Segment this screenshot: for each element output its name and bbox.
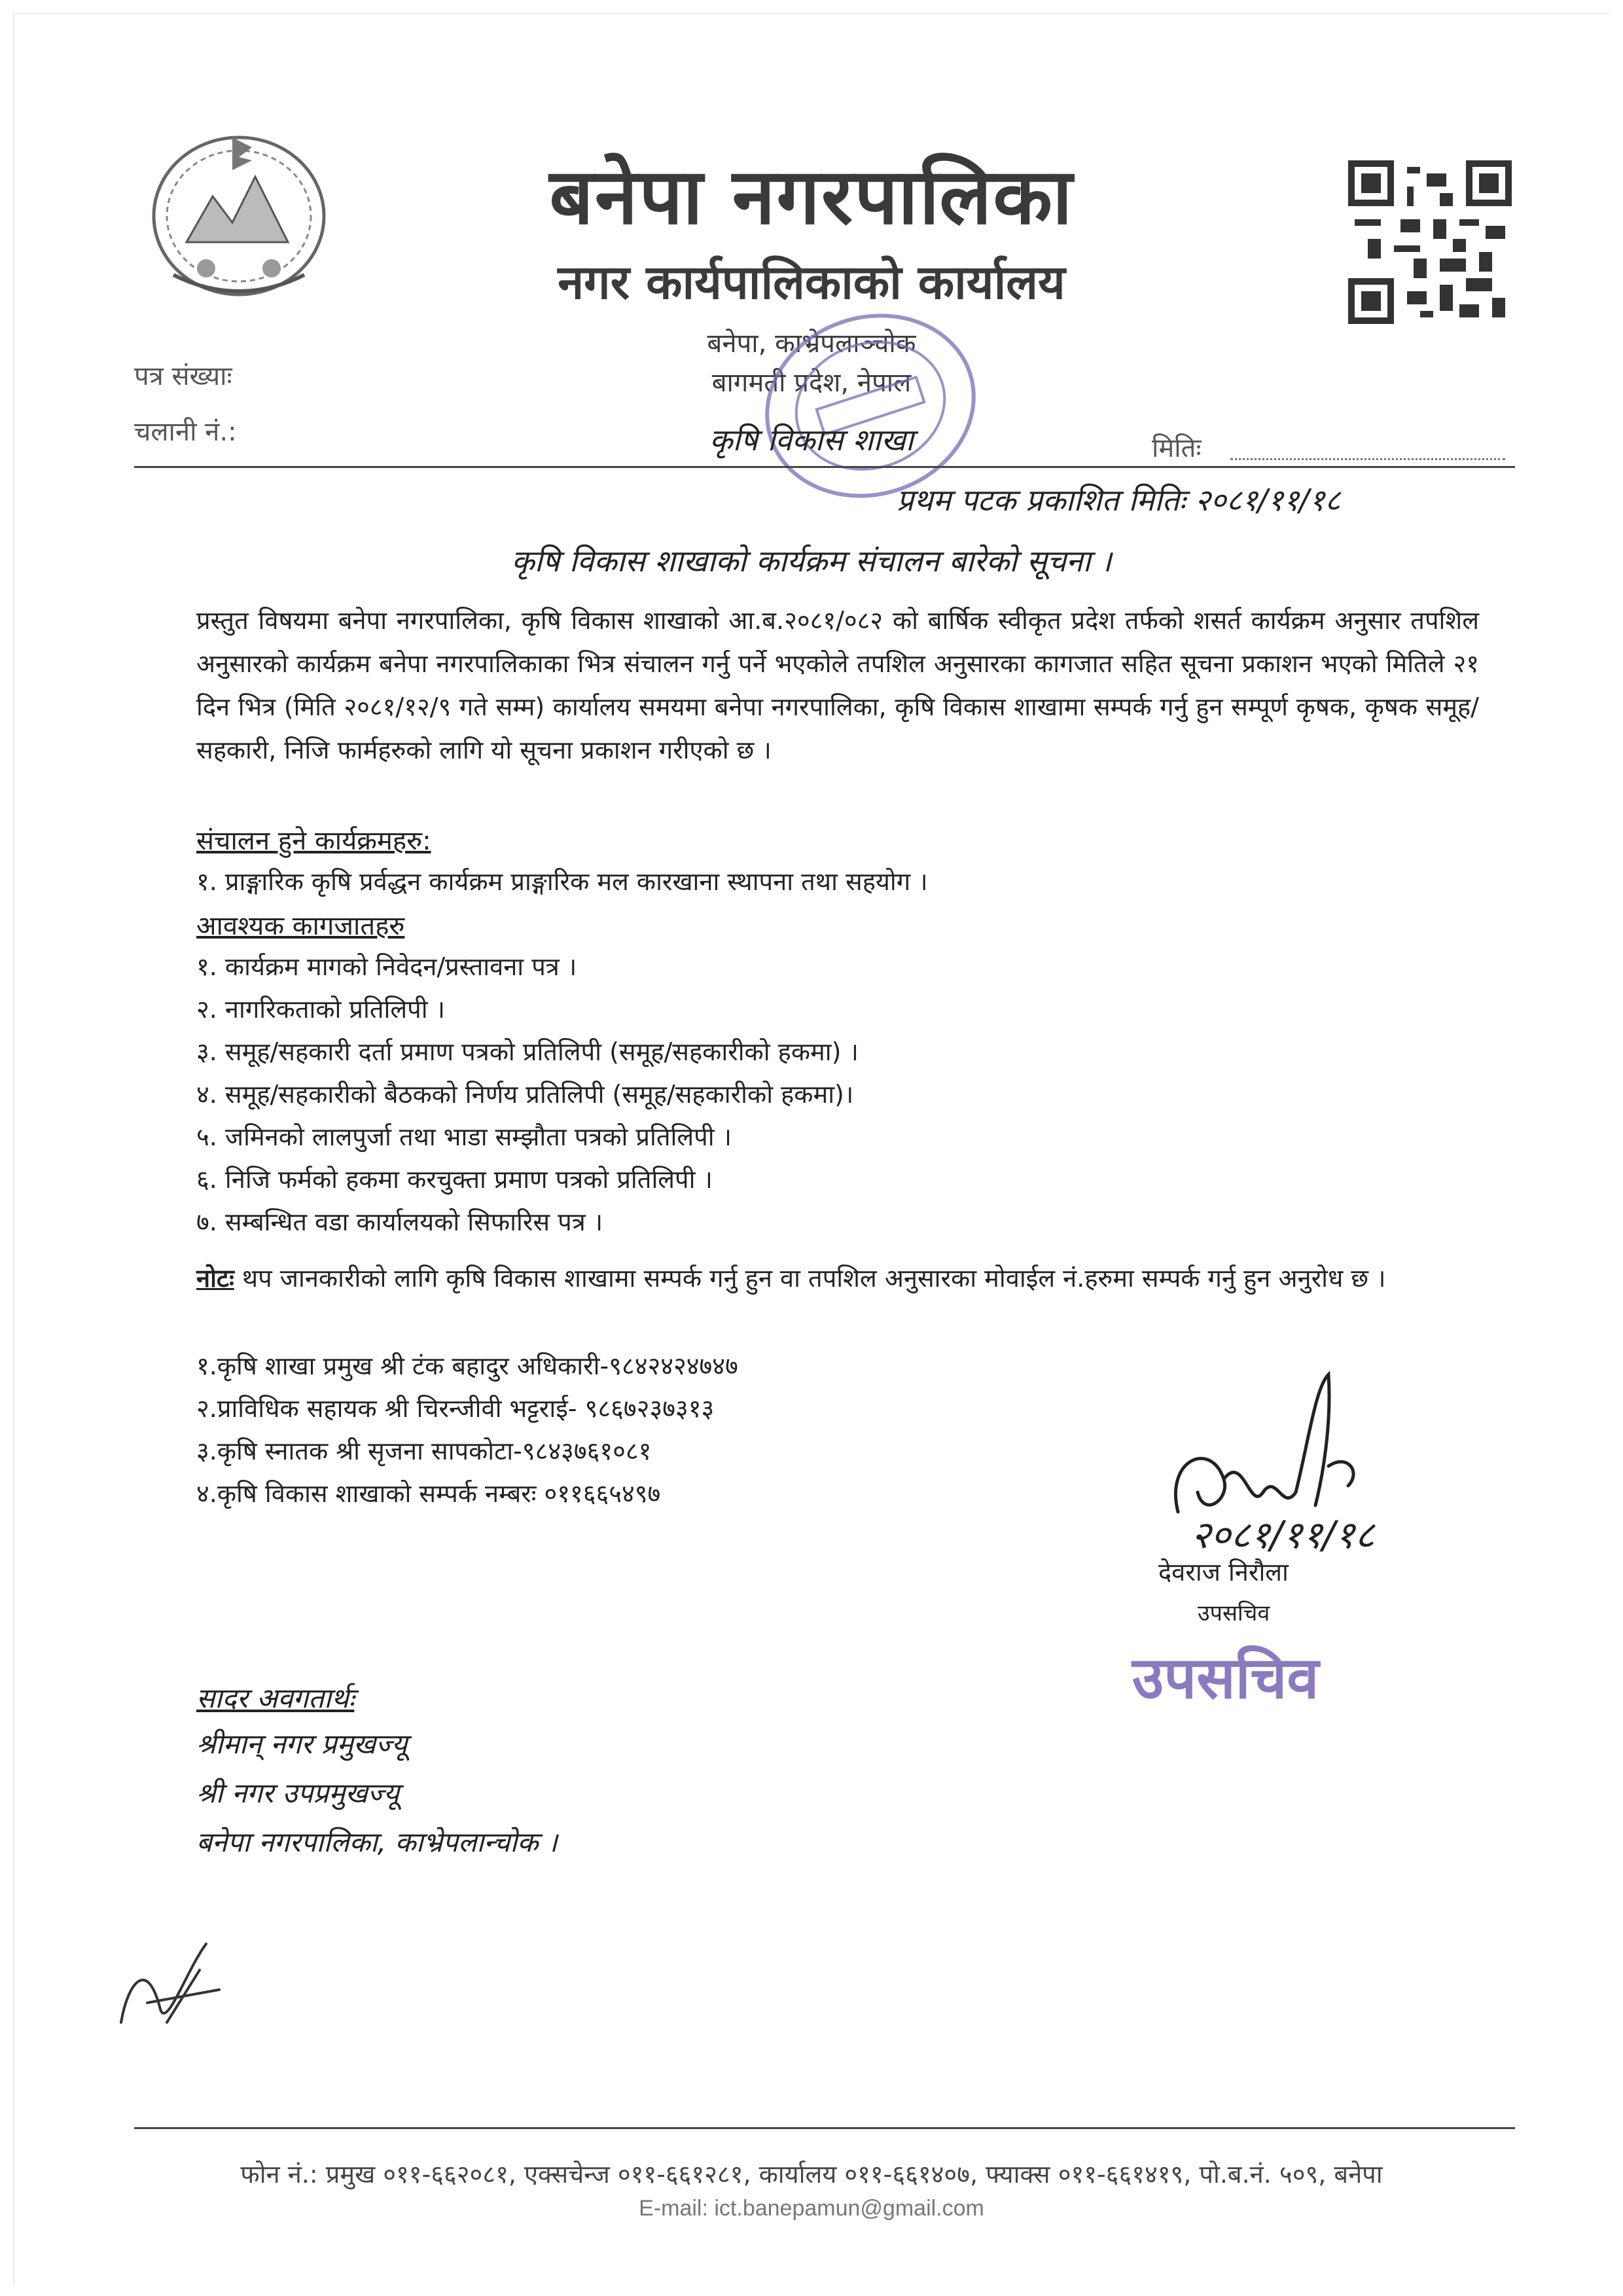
cc-item: श्रीमान् नगर प्रमुखज्यू: [196, 1728, 408, 1760]
cc-item: श्री नगर उपप्रमुखज्यू: [196, 1777, 400, 1809]
designation-stamp: उपसचिव: [1132, 1644, 1319, 1712]
first-published-date: प्रथम पटक प्रकाशित मितिः २०८१/११/१८: [897, 482, 1341, 518]
initials-mark: [108, 1931, 239, 2036]
footer-contact: फोन नं.: प्रमुख ०११-६६२०८१, एक्सचेन्ज ०११-६६१२८१, कार्यालय ०११-६६१४०७, फ्याक्स ०११-६६१४१९, पो.ब.नं. ५०९, बनेपा: [240, 2160, 1383, 2189]
program-item: १. प्राङ्गारिक कृषि प्रर्वद्धन कार्यक्रम प्राङ्गारिक मल कारखाना स्थापना तथा सहयोग ।: [196, 867, 928, 896]
document-item: ७. सम्बन्धित वडा कार्यालयको सिफारिस पत्र ।: [196, 1208, 603, 1236]
cc-title: सादर अवगतार्थः: [196, 1682, 355, 1714]
date-field-line: [1230, 458, 1505, 460]
signer-name: देवराज निरौला: [1158, 1558, 1289, 1587]
document-item: २. नागरिकताको प्रतिलिपी ।: [196, 995, 446, 1024]
signature-date: २०८१/११/१८: [1191, 1513, 1375, 1557]
note-text: थप जानकारीको लागि कृषि विकास शाखामा सम्पर्क गर्नु हुन वा तपशिल अनुसारका मोवाईल नं.हरुमा सम्पर्क गर्नु हुन अनुरोध छ ।: [234, 1264, 1386, 1293]
office-address-line2: बागमती प्रदेश, नेपाल: [711, 368, 912, 398]
cc-item: बनेपा नगरपालिका, काभ्रेपलान्चोक ।: [196, 1826, 558, 1858]
programs-title: संचालन हुने कार्यक्रमहरु:: [196, 826, 431, 856]
notice-subject: कृषि विकास शाखाको कार्यक्रम संचालन बारेको सूचना ।: [511, 543, 1112, 579]
signer-title: उपसचिव: [1198, 1600, 1270, 1626]
date-label: मितिः: [1152, 433, 1202, 463]
office-subtitle: नगर कार्यपालिकाको कार्यालय: [558, 255, 1065, 310]
document-item: ५. जमिनको लालपुर्जा तथा भाडा सम्झौता पत्रको प्रतिलिपी ।: [196, 1122, 732, 1151]
dispatch-number-label: चलानी नं.:: [134, 417, 237, 447]
handwritten-signature: [1152, 1361, 1427, 1558]
contact-item: ४.कृषि विकास शाखाको सम्पर्क नम्बरः ०११६६५४९७: [196, 1479, 661, 1508]
ref-number-label: पत्र संख्याः: [134, 361, 232, 391]
branch-name: कृषि विकास शाखा: [709, 422, 914, 457]
office-name: बनेपा नगरपालिका: [549, 151, 1074, 242]
note-paragraph: [196, 1257, 1479, 1300]
footer-divider: [134, 2127, 1515, 2129]
document-item: ६. निजि फर्मको हकमा करचुक्ता प्रमाण पत्रको प्रतिलिपी ।: [196, 1165, 713, 1194]
body-paragraph: प्रस्तुत विषयमा बनेपा नगरपालिका, कृषि विकास शाखाको आ.ब.२०८१/०८२ को बार्षिक स्वीकृत प्रदेश तर्फको शसर्त कार्यक्रम अनुसार तपशिल अनुसारको कार्यक्रम बनेपा नगरपालिकाका भित्र संचालन गर्नु पर्ने भएकोले तपशिल अनुसारका कागजात सहित सूचना प्रकाशन भएको मितिले २१ दिन भित्र (मिति २०८१/१२/९ गते सम्म) कार्यालय समयमा बनेपा नगरपालिका, कृषि विकास शाखामा सम्पर्क गर्नु हुन सम्पूर्ण कृषक, कृषक समूह/सहकारी, निजि फार्महरुको लागि यो सूचना प्रकाशन गरीएको छ ।: [196, 606, 1479, 764]
contact-item: २.प्राविधिक सहायक श्री चिरन्जीवी भट्टराई- ९८६७२३७३१३: [196, 1394, 715, 1423]
document-item: ४. समूह/सहकारीको बैठकको निर्णय प्रतिलिपी (समूह/सहकारीको हकमा)।: [196, 1080, 854, 1109]
header-divider: [134, 466, 1515, 468]
document-item: ३. समूह/सहकारी दर्ता प्रमाण पत्रको प्रतिलिपी (समूह/सहकारीको हकमा) ।: [196, 1037, 859, 1066]
document-item: १. कार्यक्रम मागको निवेदन/प्रस्तावना पत्र ।: [196, 952, 577, 981]
contact-item: १.कृषि शाखा प्रमुख श्री टंक बहादुर अधिकारी-९८४२४२४७४७: [196, 1352, 738, 1380]
contact-item: ३.कृषि स्नातक श्री सृजना सापकोटा-९८४३७६१०८१: [196, 1437, 652, 1465]
footer-email: E-mail: ict.banepamun@gmail.com: [639, 2196, 984, 2221]
note-label: नोटः: [196, 1264, 234, 1293]
documents-title: आवश्यक कागजातहरु: [196, 911, 405, 941]
office-address-line1: बनेपा, काभ्रेपलाञ्चोक: [707, 329, 916, 359]
